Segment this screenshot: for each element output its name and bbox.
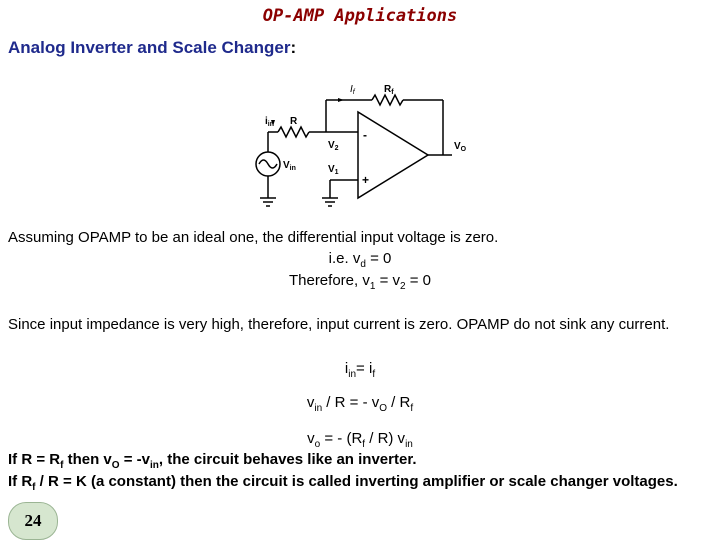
label-vin: $V_{in}$ bbox=[283, 160, 296, 172]
inverting-amplifier-circuit-diagram bbox=[238, 80, 478, 220]
assumption-text: Assuming OPAMP to be an ideal one, the differential input voltage is zero. bbox=[8, 229, 499, 246]
output-voltage-equation: $v_o$ = - $(R_f / R)$ $v_{in}$ bbox=[307, 430, 413, 450]
current-equation: $i_{in}= i_f$ bbox=[344, 360, 376, 380]
voltage-ratio-equation: $v_{in}$ / R = - $v_O / R_f$ bbox=[306, 394, 414, 414]
page-number-badge: 24 bbox=[8, 502, 58, 540]
label-if: $I_f$ bbox=[350, 84, 355, 96]
subtitle-text: Analog Inverter and Scale Changer bbox=[8, 38, 291, 57]
label-minus: - bbox=[363, 128, 367, 142]
label-iin: $i_{in}$ bbox=[265, 116, 275, 128]
ie-equation: i.e. $v_d = 0$ bbox=[328, 250, 392, 270]
feedback-resistor bbox=[372, 95, 403, 105]
therefore-equation: Therefore, $v_1 = v_2 = 0$ bbox=[288, 272, 432, 292]
label-plus: + bbox=[362, 173, 370, 187]
label-v1: $V_1$ bbox=[328, 164, 339, 176]
input-resistor bbox=[278, 127, 309, 137]
subtitle-colon: : bbox=[290, 38, 297, 57]
slide-title: OP-AMP Applications bbox=[262, 6, 458, 26]
impedance-text: Since input impedance is very high, therefore, input current is zero. OPAMP do not sink any current. bbox=[8, 316, 670, 333]
inverter-condition: If $R = R_f$ then $v_O = -v_{in}$, the circuit behaves like an inverter. bbox=[8, 451, 417, 471]
scale-changer-condition: If $R_f / R = K$ (a constant) then the circuit is called inverting amplifier or scale changer voltages. bbox=[8, 473, 678, 493]
slide-subtitle bbox=[8, 38, 296, 58]
label-vo: $V_O$ bbox=[454, 141, 467, 153]
label-r: R bbox=[290, 116, 298, 127]
label-rf: $R_f$ bbox=[384, 84, 394, 96]
label-v2: $V_2$ bbox=[328, 140, 339, 152]
